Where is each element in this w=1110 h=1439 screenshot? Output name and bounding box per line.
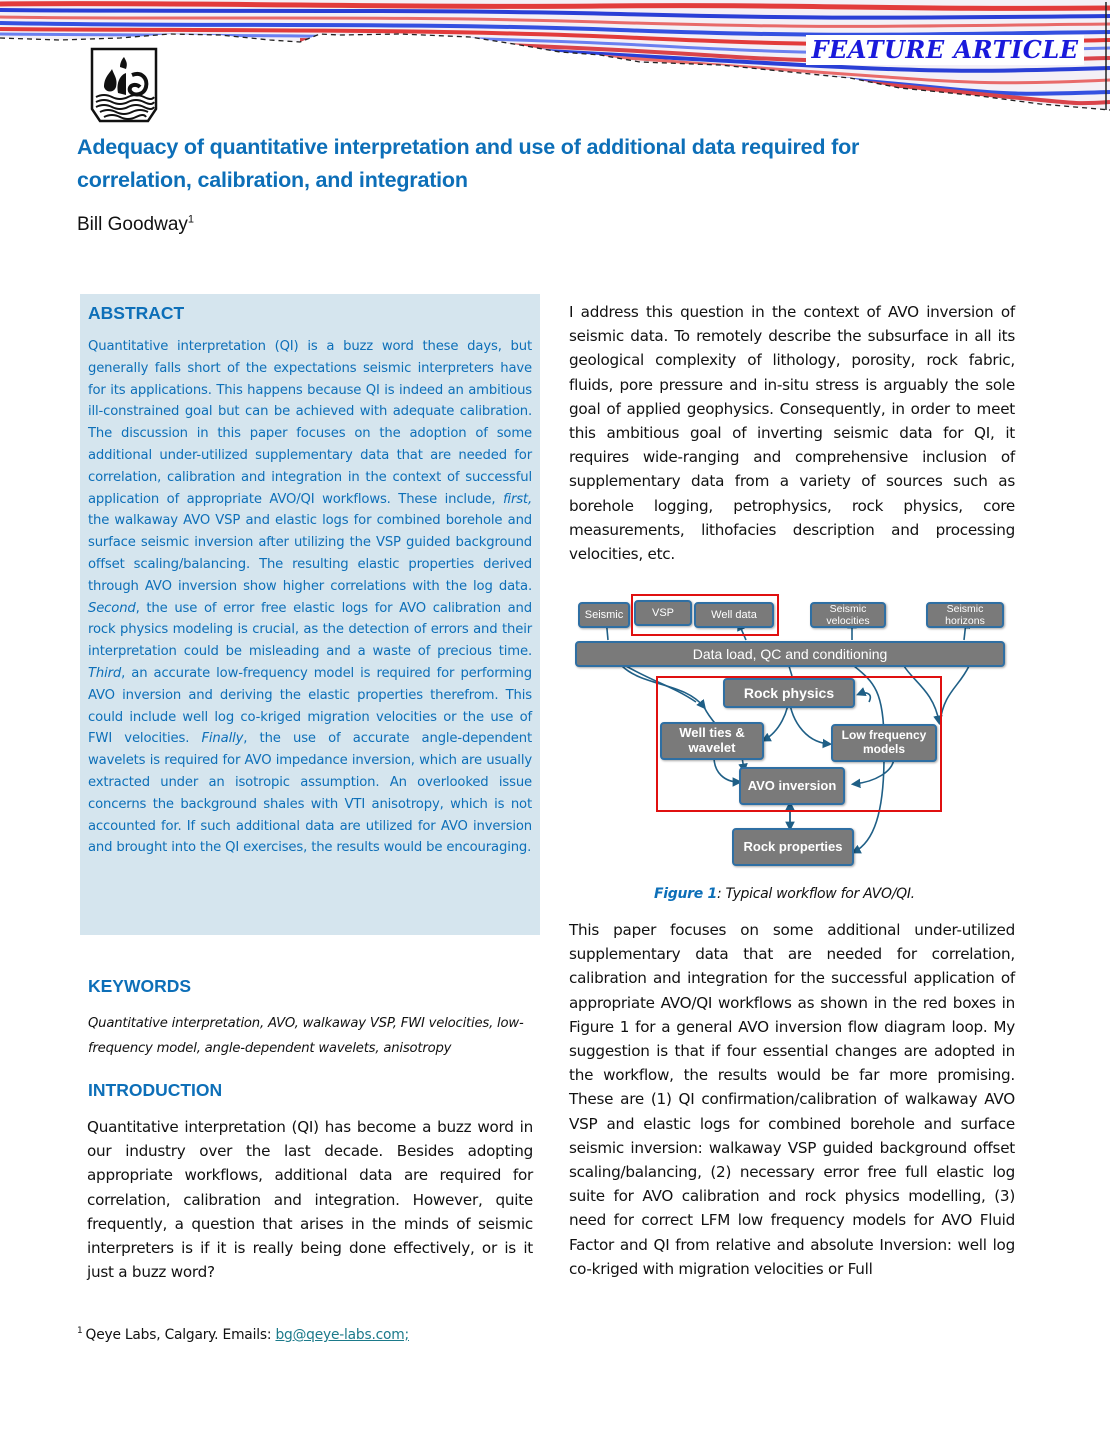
workflow-diagram xyxy=(574,592,1008,872)
introduction-heading: INTRODUCTION xyxy=(88,1080,223,1100)
keywords-heading: KEYWORDS xyxy=(88,976,192,996)
node-rock-physics: Rock physics xyxy=(723,678,855,708)
figure-caption: Figure 1: Typical workflow for AVO/QI. xyxy=(654,886,915,902)
feature-article-tag: FEATURE ARTICLE xyxy=(806,35,1084,65)
body-paragraph-1: I address this question in the context of AVO inversion of seismic data. To remotely describe the subsurface in all its geological complexity of lithology, porosity, rock fabric, fluids, pore pressure and in-situ stress is arguably the sole goal of applied geophysics. Consequently, in order to meet this ambitious goal of inverting seismic data for QI, it requires wide-ranging and comprehensive inclusion of supplementary data from a variety of sources such as borehole logging, petrophysics, rock physics, core measurements, lithofacies description and processing velocities, etc. xyxy=(569,303,1015,564)
abstract-text: Quantitative interpretation (QI) is a buzz word these days, but generally falls short of the expectations seismic interpreters have for its applications. This happens because QI is indeed an ambitious ill-constrained goal but can be achieved with adequate calibration. The discussion in this paper focuses on the adoption of some additional under-utilized supplementary data that are needed for correlation, calibration and integration in the context of successful application of appropriate AVO/QI workflows. These include, first, the walkaway AVO VSP and elastic logs for combined borehole and surface seismic inversion after utilizing the VSP guided background offset scaling/balancing. The resulting elastic properties derived through AVO inversion show higher correlations with the log data. Second, the use of error free elastic logs for AVO calibration and rock physics modeling is crucial, as the detection of errors and their interpretation could be misleading and a waste of precious time. Third, an accurate low-frequency model is required for performing AVO inversion and deriving the elastic properties therefrom. This could include well log co-kriged migration velocities or the use of FWI velocities. Finally, the use of accurate angle-dependent wavelets is required for AVO impedance inversion, which are usually extracted under an isotropic assumption. An overlooked issue concerns the background shales with VTI anisotropy, which is not accounted for. If such additional data are utilized for AVO inversion and brought into the QI exercises, the results would be encouraging. xyxy=(88,339,532,856)
node-rock-properties: Rock properties xyxy=(732,828,854,866)
highlight-box-inputs xyxy=(631,594,779,636)
abstract-heading: ABSTRACT xyxy=(88,303,185,323)
highlight-box-processing xyxy=(656,676,942,812)
keywords-text: Quantitative interpretation, AVO, walkaway VSP, FWI velocities, low-frequency model, angle-dependent wavelets, anisotropy xyxy=(88,1016,524,1056)
abstract-box xyxy=(80,294,540,935)
node-seismic-velocities: Seismic velocities xyxy=(810,602,886,628)
node-well-ties: Well ties & wavelet xyxy=(660,722,764,760)
node-low-frequency-models: Low frequency models xyxy=(831,724,937,762)
node-vsp: VSP xyxy=(634,600,692,626)
introduction-text: Quantitative interpretation (QI) has become a buzz word in our industry over the last decade. Besides adopting appropriate workflows, additional data are required for correlation, calibration and integration. However, quite frequently, a question that arises in the minds of seismic interpreters is if it is really being done effectively, or is it just a buzz word? xyxy=(87,1118,533,1282)
node-seismic: Seismic xyxy=(578,602,630,628)
email-link[interactable]: bg@qeye-labs.com; xyxy=(275,1327,409,1343)
footnote: $^1$ Qeye Labs, Calgary. Emails: bg@qeye-labs.com; xyxy=(77,1326,409,1343)
node-avo-inversion: AVO inversion xyxy=(739,767,845,805)
article-title: Adequacy of quantitative interpretation and use of additional data required for correlation, calibration, and integration xyxy=(77,135,860,192)
author-name: Bill Goodway$^1$ xyxy=(77,213,195,235)
node-data-load: Data load, QC and conditioning xyxy=(575,641,1005,667)
body-paragraph-2: This paper focuses on some additional under-utilized supplementary data that are needed for correlation, calibration and integration for the successful application of appropriate AVO/QI workflows as shown in the red boxes in Figure 1 for a general AVO inversion flow diagram loop. My suggestion is that if four essential changes are adopted in the workflow, the results would be far more promising. These are (1) QI confirmation/calibration of walkaway AVO VSP and elastic logs for combined borehole and surface seismic inversion: walkaway VSP guided background offset scaling/balancing, (2) necessary error free full elastic log suite for AVO calibration and rock physics modelling, (3) need for correct LFM low frequency models for AVO Fluid Factor and QI from relative and absolute Inversion: well log co-kriged with migration velocities or Full xyxy=(569,921,1015,1278)
author-footnote-marker[interactable]: 1 xyxy=(187,213,195,226)
cseg-logo-icon xyxy=(90,47,158,123)
node-seismic-horizons: Seismic horizons xyxy=(926,602,1004,628)
node-well-data: Well data xyxy=(694,602,774,628)
